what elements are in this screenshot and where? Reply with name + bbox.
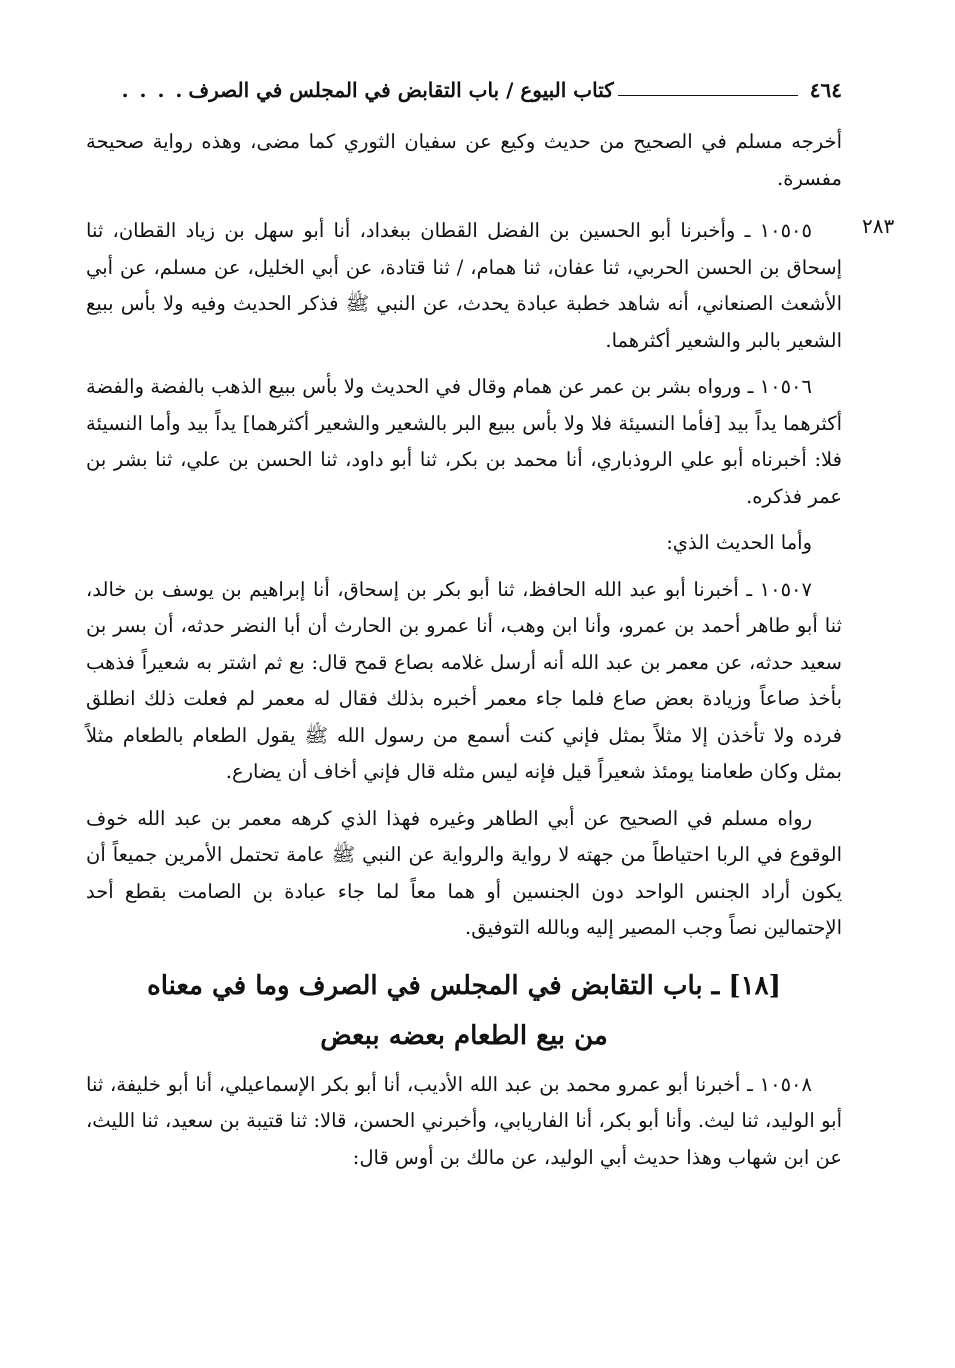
paragraph: أخرجه مسلم في الصحيح من حديث وكيع عن سفيان الثوري كما مضى، وهذه رواية صحيحة مفسرة. (86, 130, 842, 190)
hadith-paragraph: ١٠٥٠٨ ـ أخبرنا أبو عمرو محمد بن عبد الله الأديب، أنا أبو بكر الإسماعيلي، أنا أبو خليفة، ثنا أبو الوليد، ثنا ليث. وأنا أبو بكر، أنا الفاريابي، وأخبرني الحسن، قالا: ثنا قتيبة بن سعيد، ثنا الليث، عن ابن شهاب وهذا حديث أبي الوليد، عن مالك بن أوس قال: (86, 1072, 842, 1169)
hadith-paragraph: ١٠٥٠٦ ـ ورواه بشر بن عمر عن همام وقال في الحديث ولا بأس ببيع الذهب بالفضة والفضة أكثرهما يداً بيد [فأما النسيئة فلا ولا بأس ببيع البر بالشعير والشعير أكثرهما] يداً بيد وأما النسيئة فلا: أخبرناه أبو علي الروذباري، أنا محمد بن بكر، ثنا أبو داود، ثنا الحسن بن علي، ثنا بشر بن عمر فذكره. (86, 375, 842, 508)
page-number: ٤٦٤ (809, 78, 842, 102)
header-rule (618, 95, 798, 96)
paragraph: وأما الحديث الذي: (666, 531, 812, 554)
chapter-heading-line: من بيع الطعام بعضه ببعض (320, 1020, 608, 1051)
page-body (86, 124, 842, 1186)
margin-page-reference: ٢٨٣ (862, 214, 895, 238)
hadith-paragraph: ١٠٥٠٥ ـ وأخبرنا أبو الحسين بن الفضل القطان ببغداد، أنا أبو سهل بن زياد القطان، ثنا إسحاق بن الحسن الحربي، ثنا عفان، ثنا همام، / ثنا قتادة، عن أبي الخليل، عن مسلم، عن أبي الأشعث الصنعاني، أنه شاهد خطبة عبادة يحدث، عن النبي ﷺ فذكر الحديث وفيه ولا بأس ببيع الشعير بالبر والشعير أكثرهما. (86, 219, 842, 352)
running-title-dots: . . . . (121, 78, 185, 102)
running-header (86, 66, 842, 102)
hadith-paragraph: ١٠٥٠٧ ـ أخبرنا أبو عبد الله الحافظ، ثنا أبو بكر بن إسحاق، أنا إبراهيم بن يوسف بن خالد، ثنا أبو طاهر أحمد بن عمرو، وأنا ابن وهب، أنا عمرو بن الحارث أن أبا النضر حدثه، أن بسر بن سعيد حدثه، عن معمر بن عبد الله أنه أرسل غلامه بصاع قمح قال: بع ثم اشتر به شعيراً فذهب بأخذ صاعاً وزيادة بعض صاع فلما جاء معمر أخبره بذلك فقال له معمر لم فعلت ذلك انطلق فرده ولا تأخذن إلا مثلاً بمثل فإني كنت أسمع من رسول الله ﷺ يقول الطعام بالطعام مثلاً بمثل وكان طعامنا يومئذ شعيراً قيل فإنه ليس مثله قال فإني أخاف أن يضارع. (86, 577, 842, 783)
running-title: كتاب البيوع / باب التقابض في المجلس في الصرف (188, 78, 614, 102)
chapter-heading (86, 961, 842, 1061)
chapter-heading-line: [١٨] ـ باب التقابض في المجلس في الصرف وما في معناه (147, 970, 781, 1001)
commentary-paragraph: رواه مسلم في الصحيح عن أبي الطاهر وغيره فهذا الذي كرهه معمر بن عبد الله خوف الوقوع في الربا احتياطاً من جهته لا رواية والرواية عن النبي ﷺ عامة تحتمل الأمرين جميعاً أن يكون أراد الجنس الواحد دون الجنسين أو هما معاً لما جاء عبادة بن الصامت بقطع أحد الإحتمالين نصاً وجب المصير إليه وبالله التوفيق. (86, 806, 842, 939)
